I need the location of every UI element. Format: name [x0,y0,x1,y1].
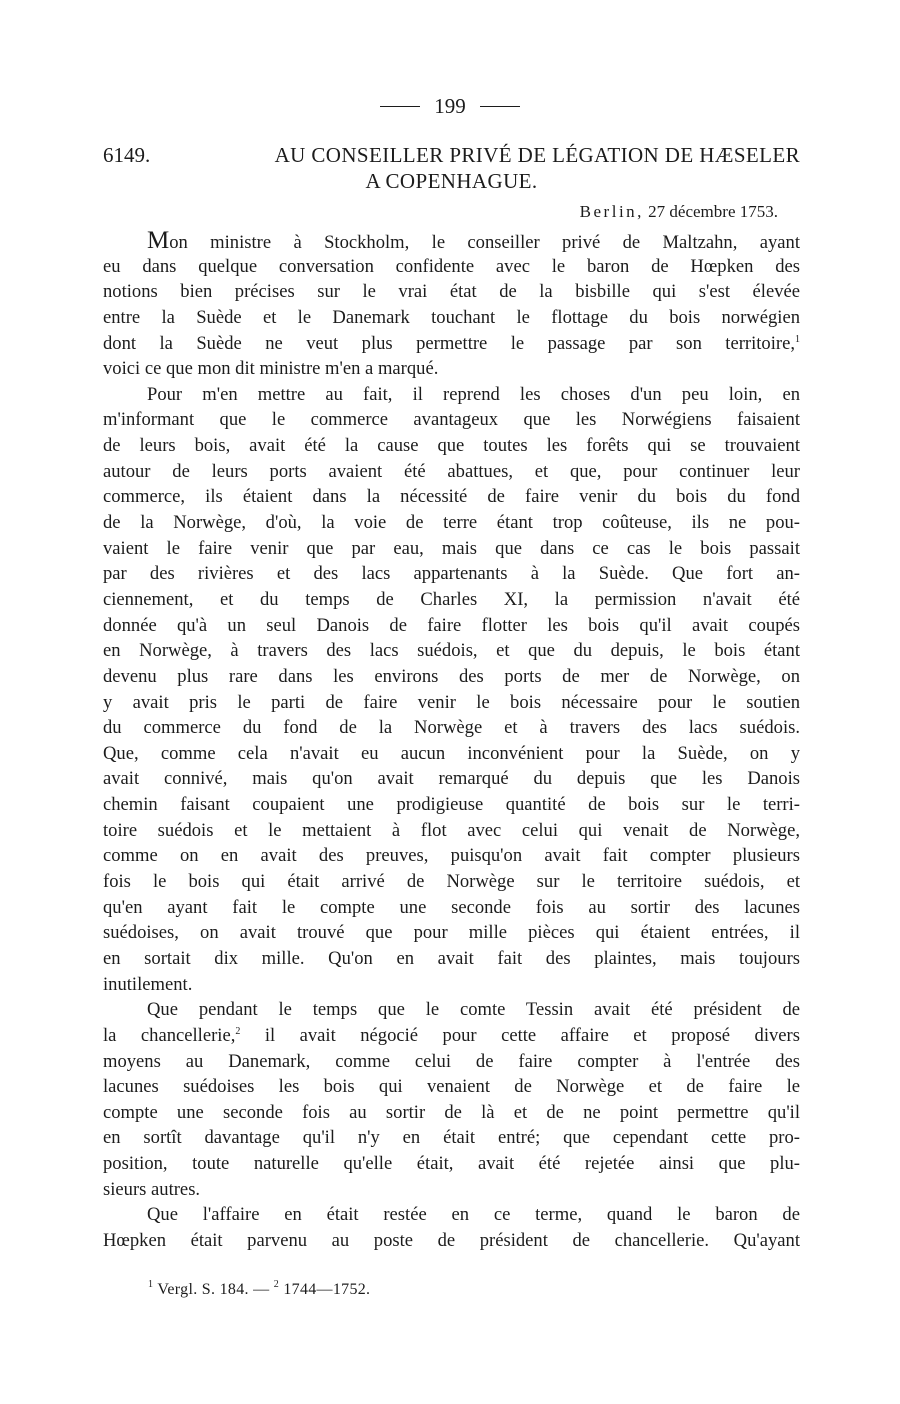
initial-capital: M [147,227,170,254]
dateline-date: 27 décembre 1753. [648,202,778,221]
dateline [580,202,778,222]
footnotes [148,1281,370,1299]
body-line: Que, comme cela n'avait eu aucun inconvénient pour la Suède, on y [103,742,800,764]
body-line: Que pendant le temps que le comte Tessin avait été président de [147,999,800,1021]
footnote-ref-1: 1 [795,333,800,345]
body-line: Que l'affaire en était restée en ce terme, quand le baron de [147,1204,800,1226]
footnote-2: 1744—1752. [283,1281,371,1298]
body-line: toire suédois et le mettaient à flot avec celui qui venait de Norwège, [103,819,800,841]
body-line: m'informant que le commerce avantageux que les Norwégiens faisaient [103,409,800,431]
body-line: avait connivé, mais qu'on avait remarqué du depuis que les Danois [103,768,800,790]
body-line: en sortît davantage qu'il n'y en était entré; que cependant cette pro- [103,1127,800,1149]
body-line: dont la Suède ne veut plus permettre le passage par son territoire,$^1$ [103,332,800,354]
body-line: commerce, ils étaient dans la nécessité de faire venir du bois du fond [103,486,800,508]
body-line: sieurs autres. [103,1178,201,1200]
body-line: Hœpken était parvenu au poste de président de chancellerie. Qu'ayant [103,1229,800,1251]
body-line: voici ce que mon dit ministre m'en a marqué. [103,358,439,380]
body-line: fois le bois qui était arrivé de Norwège sur le territoire suédois, et [103,871,800,893]
body-line: en sortait dix mille. Qu'on en avait fait des plaintes, mais toujours [103,947,800,969]
body-line: Pour m'en mettre au fait, il reprend les choses d'un peu loin, en [147,383,800,405]
body-line: y avait pris le parti de faire venir le bois nécessaire pour le soutien [103,691,800,713]
body-line: position, toute naturelle qu'elle était, avait été rejetée ainsi que plu- [103,1153,800,1175]
page-number [0,94,900,119]
body-line: chemin faisant coupaient une prodigieuse quantité de bois sur le terri- [103,794,800,816]
dateline-place: Berlin, [579,202,644,221]
body-line: autour de leurs ports avaient été abattues, et que, pour continuer leur [103,460,800,482]
body-line: notions bien précises sur le vrai état de la bisbille qui s'est élevée [103,281,800,303]
body-line: donnée qu'à un seul Danois de faire flotter les bois qu'il avait coupés [103,614,800,636]
body-line: Mon ministre à Stockholm, le conseiller privé de Maltzahn, ayant [147,227,800,254]
letter-number: 6149. [103,143,151,167]
body-line: la chancellerie,$^2$ il avait négocié pour cette affaire et proposé divers [103,1024,800,1046]
body-line: vaient le faire venir que par eau, mais que dans ce cas le bois passait [103,537,800,559]
body-line: inutilement. [103,973,193,995]
body-line: compte une seconde fois au sortir de là et de ne point permettre qu'il [103,1101,800,1123]
body-line: eu dans quelque conversation confidente avec le baron de Hœpken des [103,255,800,277]
body-line: en Norwège, à travers des lacs suédois, et que du depuis, le bois étant [103,640,800,662]
footnote-mark-2: 2 [273,1279,280,1290]
footnote-1: Vergl. S. 184. — [157,1281,270,1298]
body-line: lacunes suédoises les bois qui venaient de Norwège et de faire le [103,1076,800,1098]
page-number-rule-left [380,106,420,107]
body-line: moyens au Danemark, comme celui de faire compter à l'entrée des [103,1050,800,1072]
letter-title-line2: A COPENHAGUE. [365,169,538,193]
body-line: de leurs bois, avait été la cause que toutes les forêts qui se trouvaient [103,435,800,457]
body-line: ciennement, et du temps de Charles XI, la permission n'avait été [103,588,800,610]
body-line: de la Norwège, d'où, la voie de terre étant trop coûteuse, ils ne pou- [103,512,800,534]
letter-heading [103,142,800,194]
letter-title-line1: AU CONSEILLER PRIVÉ DE LÉGATION DE HÆSELER [274,143,800,167]
body-line: par des rivières et des lacs appartenants à la Suède. Que fort an- [103,563,800,585]
body-line: devenu plus rare dans les environs des ports de mer de Norwège, on [103,665,800,687]
body-line: suédoises, on avait trouvé que pour mille pièces qui étaient entrées, il [103,922,800,944]
footnote-mark-1: 1 [148,1279,154,1290]
page-number-text: 199 [434,94,466,118]
body-line: entre la Suède et le Danemark touchant le flottage du bois norwégien [103,306,800,328]
body-line: qu'en ayant fait le compte une seconde fois au sortir des lacunes [103,896,800,918]
footnote-ref-2: 2 [235,1025,241,1037]
body-line: comme on en avait des preuves, puisqu'on avait fait compter plusieurs [103,845,800,867]
page-number-rule-right [480,106,520,107]
body-line: du commerce du fond de la Norwège et à travers des lacs suédois. [103,717,800,739]
letter-body [103,228,800,1254]
